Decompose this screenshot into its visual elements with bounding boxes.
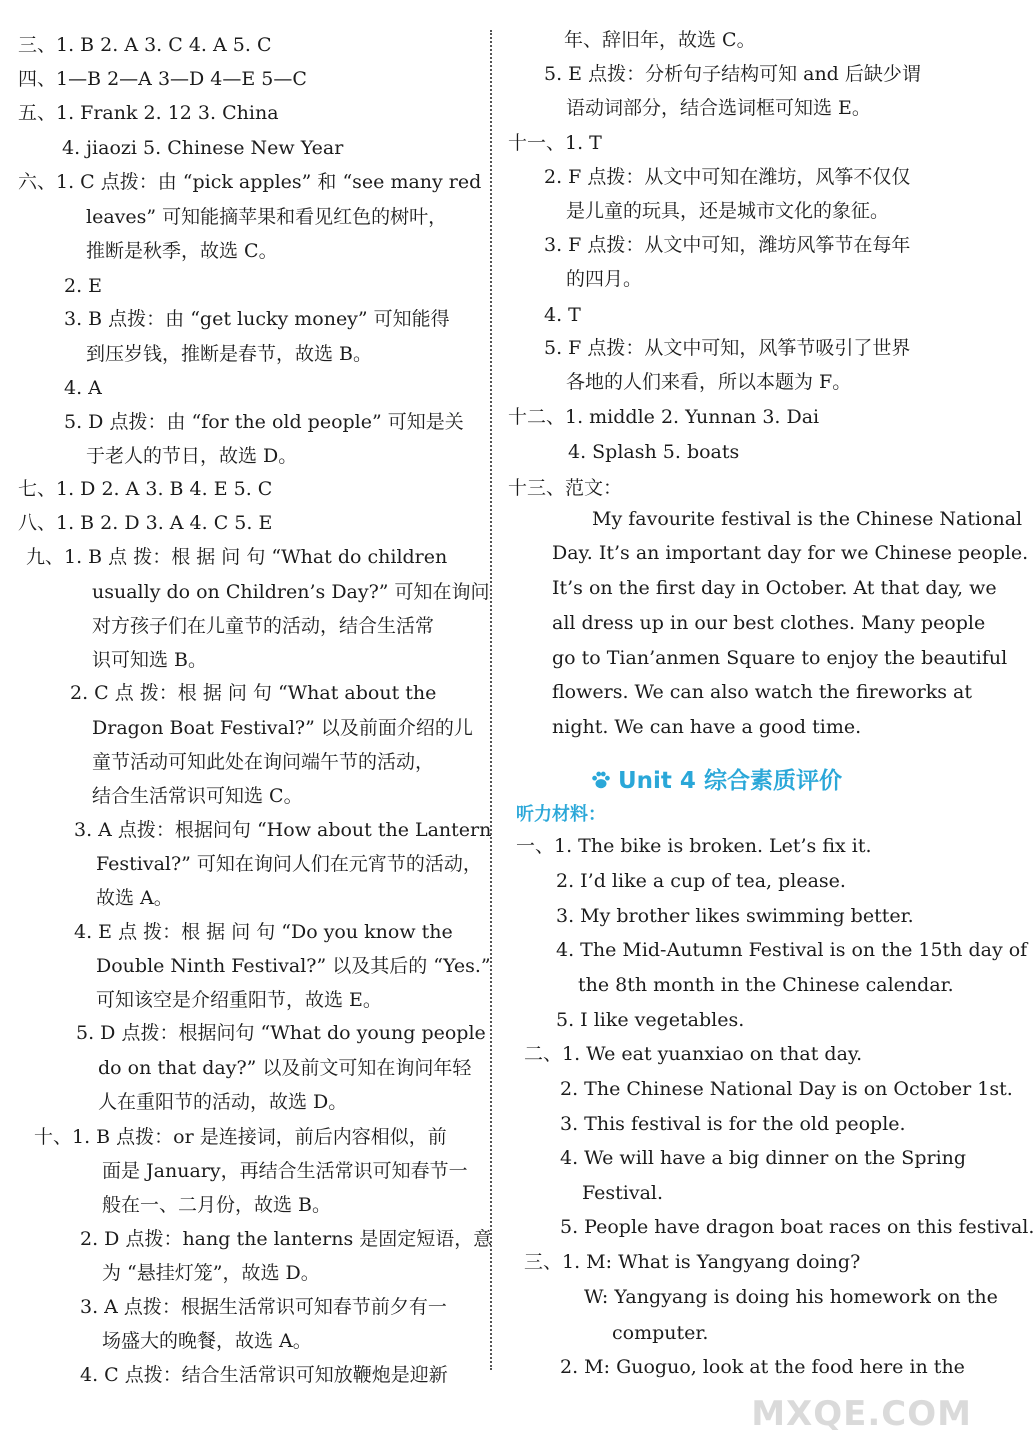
answer-line: 对方孩子们在儿童节的活动，结合生活常 — [92, 615, 435, 637]
answer-line: 3. A 点拨：根据生活常识可知春节前夕有一 — [80, 1296, 447, 1318]
answer-line: 八、1. B 2. D 3. A 4. C 5. E — [18, 512, 273, 534]
listening-line: 2. M: Guoguo, look at the food here in the — [560, 1356, 965, 1378]
answer-line: 五、1. Frank 2. 12 3. China — [18, 102, 279, 124]
answer-line: 十三、范文： — [508, 477, 623, 499]
answer-line: 5. D 点拨：根据问句 “What do young people — [76, 1022, 486, 1044]
answer-line: 结合生活常识可知选 C。 — [92, 785, 303, 807]
answer-line: 般在一、二月份，故选 B。 — [102, 1194, 332, 1216]
answer-line: 是儿童的玩具，还是城市文化的象征。 — [566, 200, 890, 222]
listening-line: 2. I’d like a cup of tea, please. — [556, 870, 846, 892]
answer-line: 的四月。 — [566, 268, 643, 290]
answer-line: 语动词部分，结合选词框可知选 E。 — [566, 97, 871, 119]
answer-line: Festival?” 可知在询问人们在元宵节的活动， — [96, 853, 482, 875]
listening-line: 5. I like vegetables. — [556, 1009, 745, 1031]
answer-line: 识可知选 B。 — [92, 649, 208, 671]
essay-line: It’s on the first day in October. At that day, we — [552, 577, 997, 599]
essay-line: night. We can have a good time. — [552, 716, 862, 738]
essay-line: flowers. We can also watch the fireworks at — [552, 681, 973, 703]
listening-line: the 8th month in the Chinese calendar. — [578, 974, 954, 996]
answer-line: 3. B 点拨：由 “get lucky money” 可知能得 — [64, 308, 450, 330]
answer-line: do on that day?” 以及前文可知在询问年轻 — [98, 1057, 472, 1079]
answer-line: leaves” 可知能摘苹果和看见红色的树叶， — [86, 206, 448, 228]
answer-line: 年、辞旧年，故选 C。 — [564, 29, 756, 51]
answer-line: 人在重阳节的活动，故选 D。 — [98, 1091, 348, 1113]
watermark: MXQE.COM — [751, 1394, 972, 1434]
answer-line: 为 “悬挂灯笼”，故选 D。 — [102, 1262, 320, 1284]
paw-icon — [590, 769, 612, 791]
answer-line: 5. E 点拨：分析句子结构可知 and 后缺少谓 — [544, 63, 921, 85]
column-divider — [490, 30, 492, 1370]
listening-line: 4. The Mid-Autumn Festival is on the 15th day of — [556, 939, 1028, 961]
answer-line: 各地的人们来看，所以本题为 F。 — [566, 371, 852, 393]
answer-line: 三、1. B 2. A 3. C 4. A 5. C — [18, 34, 272, 56]
answer-line: 七、1. D 2. A 3. B 4. E 5. C — [18, 478, 273, 500]
answer-line: 故选 A。 — [96, 887, 173, 909]
answer-line: 六、1. C 点拨：由 “pick apples” 和 “see many red — [18, 171, 482, 193]
listening-line: 三、1. M: What is Yangyang doing? — [524, 1251, 861, 1273]
answer-line: 2. E — [64, 275, 103, 297]
answer-line: 于老人的节日，故选 D。 — [86, 445, 298, 467]
answer-line: 到压岁钱，推断是春节，故选 B。 — [86, 343, 373, 365]
listening-line: 3. My brother likes swimming better. — [556, 905, 914, 927]
listening-line: 二、1. We eat yuanxiao on that day. — [524, 1043, 863, 1065]
answer-line: 4. C 点拨：结合生活常识可知放鞭炮是迎新 — [80, 1364, 448, 1386]
answer-line: 童节活动可知此处在询问端午节的活动， — [92, 751, 435, 773]
answer-line: 四、1—B 2—A 3—D 4—E 5—C — [18, 68, 307, 90]
listening-line: 一、1. The bike is broken. Let’s fix it. — [516, 835, 872, 857]
answer-line: usually do on Children’s Day?” 可知在询问 — [92, 581, 490, 603]
answer-line: 十、1. B 点拨：or 是连接词，前后内容相似，前 — [34, 1126, 447, 1148]
answer-line: 4. T — [544, 304, 581, 326]
listening-line: computer. — [612, 1322, 709, 1344]
answer-line: 十二、1. middle 2. Yunnan 3. Dai — [508, 406, 820, 428]
answer-line: 十一、1. T — [508, 132, 602, 154]
answer-line: 2. C 点 拨：根 据 问 句 “What about the — [70, 682, 437, 704]
essay-line: My favourite festival is the Chinese National — [592, 508, 1023, 530]
answer-line: Double Ninth Festival?” 以及其后的 “Yes.” — [96, 955, 491, 977]
answer-line: 2. D 点拨：hang the lanterns 是固定短语，意 — [80, 1228, 493, 1250]
essay-line: Day. It’s an important day for we Chinese people. — [552, 542, 1029, 564]
answer-line: 4. A — [64, 377, 102, 399]
listening-line: W: Yangyang is doing his homework on the — [584, 1286, 998, 1308]
answer-line: 场盛大的晚餐，故选 A。 — [102, 1330, 312, 1352]
listening-line: Festival. — [582, 1182, 664, 1204]
answer-line: 面是 January，再结合生活常识可知春节一 — [102, 1160, 468, 1182]
unit-title-text: Unit 4 综合素质评价 — [618, 768, 842, 794]
listening-label: 听力材料： — [516, 804, 606, 825]
answer-line: 2. F 点拨：从文中可知在潍坊，风筝不仅仅 — [544, 166, 911, 188]
answer-line: 4. E 点 拨：根 据 问 句 “Do you know the — [74, 921, 453, 943]
answer-line: 5. D 点拨：由 “for the old people” 可知是关 — [64, 411, 464, 433]
listening-line: 5. People have dragon boat races on this festival. — [560, 1216, 1034, 1238]
answer-line: 4. Splash 5. boats — [568, 441, 740, 463]
listening-line: 2. The Chinese National Day is on October 1st. — [560, 1078, 1013, 1100]
listening-line: 4. We will have a big dinner on the Spring — [560, 1147, 967, 1169]
answer-line: Dragon Boat Festival?” 以及前面介绍的儿 — [92, 717, 473, 739]
answer-line: 3. F 点拨：从文中可知，潍坊风筝节在每年 — [544, 234, 911, 256]
answer-line: 3. A 点拨：根据问句 “How about the Lantern — [74, 819, 492, 841]
answer-line: 5. F 点拨：从文中可知，风筝节吸引了世界 — [544, 337, 911, 359]
listening-line: 3. This festival is for the old people. — [560, 1113, 906, 1135]
essay-line: go to Tian’anmen Square to enjoy the beautiful — [552, 647, 1008, 669]
essay-line: all dress up in our best clothes. Many people — [552, 612, 986, 634]
answer-line: 推断是秋季，故选 C。 — [86, 240, 278, 262]
answer-line: 九、1. B 点 拨：根 据 问 句 “What do children — [26, 546, 448, 568]
answer-line: 可知该空是介绍重阳节，故选 E。 — [96, 989, 382, 1011]
unit-title — [590, 762, 842, 795]
answer-line: 4. jiaozi 5. Chinese New Year — [62, 137, 344, 159]
